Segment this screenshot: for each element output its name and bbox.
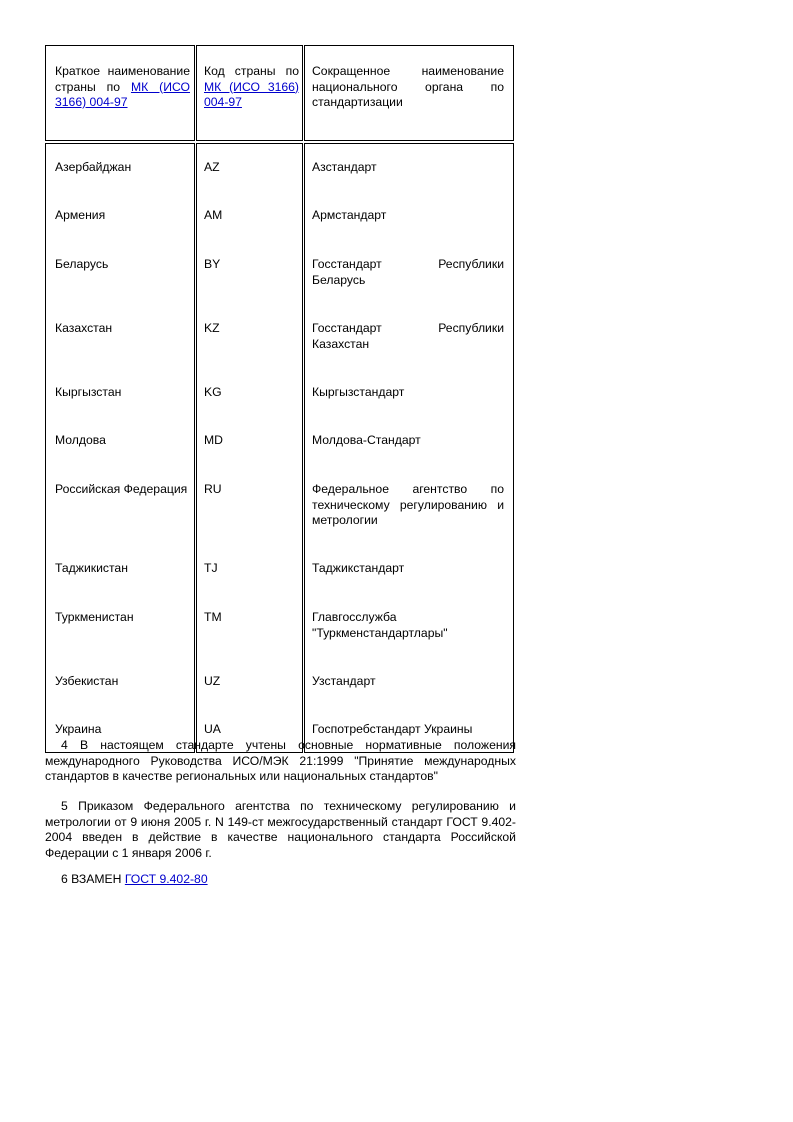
- row-country: Кыргызстан: [55, 385, 122, 399]
- header-country-text: Краткое наименование страны по: [55, 64, 190, 94]
- paragraph-6-text: 6 ВЗАМЕН: [61, 872, 125, 886]
- row-country: Российская Федерация: [55, 482, 188, 496]
- row-country: Азербайджан: [55, 160, 132, 174]
- row-country: Беларусь: [55, 257, 109, 271]
- row-standards-body: Федеральное агентство по техническому регулированию и метрологии: [312, 482, 504, 527]
- row-code: TJ: [204, 561, 218, 575]
- mk-iso-link[interactable]: МК (ИСО 3166) 004-97: [204, 79, 299, 109]
- gost-9402-80-link[interactable]: ГОСТ 9.402-80: [124, 872, 208, 886]
- row-standards-body: Госпотребстандарт Украины: [312, 722, 473, 736]
- row-code: BY: [204, 257, 221, 271]
- row-standards-body: Молдова-Стандарт: [312, 433, 421, 447]
- row-standards-body: Кыргызстандарт: [312, 385, 405, 399]
- paragraph-5: 5 Приказом Федерального агентства по техническому регулированию и метрологии от 9 июня 2005 г. N 149-ст межгосударственный стандарт ГОСТ 9.402-2004 введен в действие в качестве национального стандарта Российской Федерации с 1 января 2006 г.: [45, 799, 516, 860]
- row-country: Молдова: [55, 433, 106, 447]
- row-country: Туркменистан: [55, 610, 134, 624]
- row-code: TM: [204, 610, 222, 624]
- header-code-text: Код страны по: [204, 64, 299, 78]
- paragraph-4: 4 В настоящем стандарте учтены основные нормативные положения международного Руководства ИСО/МЭК 21:1999 "Принятие международных стандартов в качестве региональных или национальных стандартов": [45, 738, 516, 783]
- row-code: UZ: [204, 674, 221, 688]
- header-body: Сокращенное наименование национального органа по стандартизации: [312, 64, 504, 109]
- paragraph-6: [45, 872, 516, 888]
- row-country: Узбекистан: [55, 674, 119, 688]
- mk-iso-link[interactable]: МК (ИСО 3166) 004-97: [55, 79, 190, 109]
- row-code: UA: [204, 722, 221, 736]
- row-standards-body: Азстандарт: [312, 160, 377, 174]
- header-code: [204, 64, 299, 111]
- row-standards-body: Таджикстандарт: [312, 561, 405, 575]
- header-country: [55, 64, 190, 111]
- row-country: Казахстан: [55, 321, 113, 335]
- row-country: Армения: [55, 208, 106, 222]
- row-standards-body: Главгосслужба "Туркменстандартлары": [312, 610, 448, 640]
- row-standards-body: Госстандарт Республики Беларусь: [312, 257, 504, 287]
- row-code: KG: [204, 385, 222, 399]
- row-standards-body: Госстандарт Республики Казахстан: [312, 321, 504, 351]
- row-standards-body: Армстандарт: [312, 208, 387, 222]
- row-standards-body: Узстандарт: [312, 674, 376, 688]
- row-country: Украина: [55, 722, 102, 736]
- row-code: RU: [204, 482, 222, 496]
- row-code: AM: [204, 208, 223, 222]
- row-code: KZ: [204, 321, 220, 335]
- row-country: Таджикистан: [55, 561, 128, 575]
- row-code: MD: [204, 433, 223, 447]
- row-code: AZ: [204, 160, 220, 174]
